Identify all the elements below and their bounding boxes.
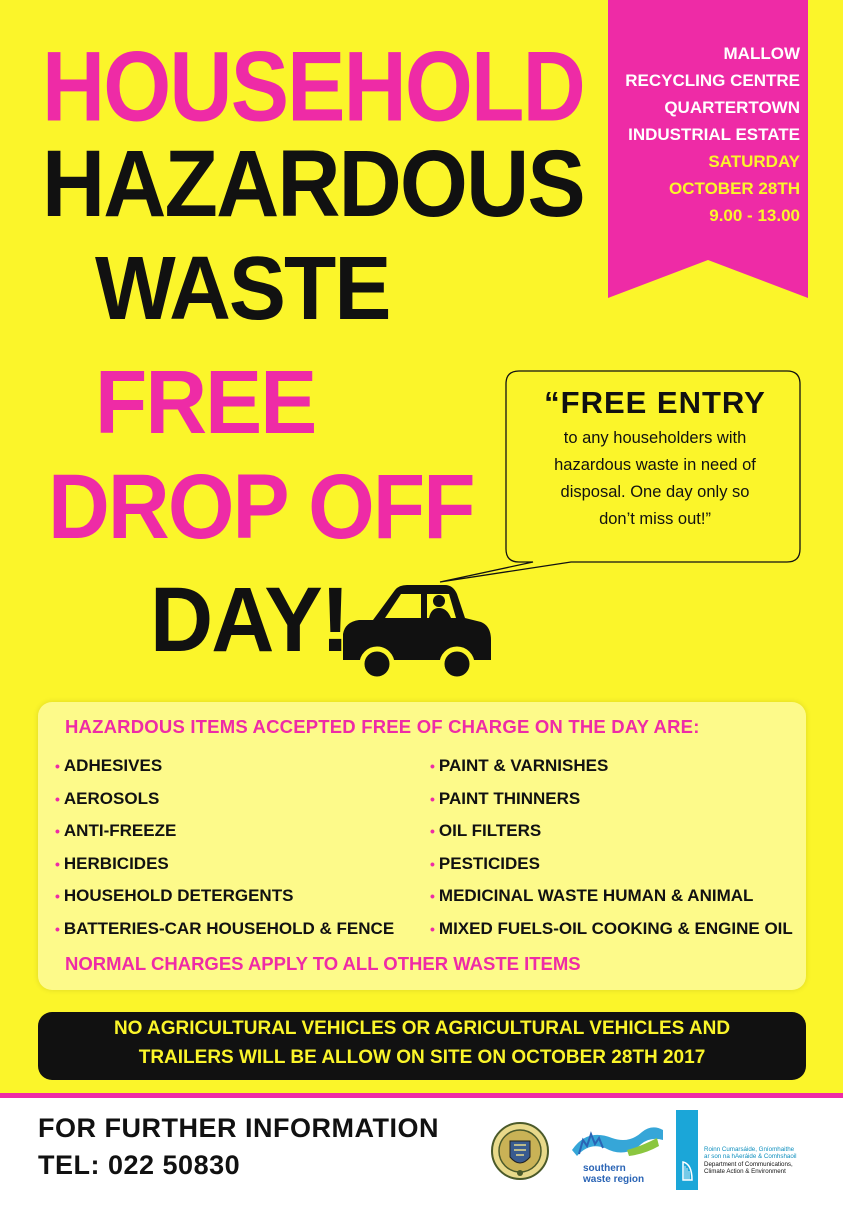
notice-line-2: TRAILERS WILL BE ALLOW ON SITE ON OCTOBER 28TH 2017 [138, 1047, 706, 1068]
item-label: PAINT THINNERS [438, 788, 581, 808]
bullet-icon: • [430, 758, 435, 774]
list-item [55, 848, 394, 881]
bullet-icon: • [430, 790, 435, 807]
bullet-icon: • [55, 758, 60, 774]
list-item [430, 913, 793, 946]
bubble-text [515, 385, 795, 533]
bubble-line-1: to any householders with [563, 429, 747, 447]
free-entry-heading: “FREE ENTRY [544, 385, 766, 420]
items-list-left [55, 750, 394, 945]
title-day: DAY! [150, 569, 349, 671]
item-label: HOUSEHOLD DETERGENTS [63, 886, 294, 905]
item-label: HERBICIDES [63, 853, 169, 873]
bullet-icon: • [430, 920, 435, 937]
item-label: AEROSOLS [63, 788, 160, 808]
title-waste: WASTE [95, 239, 390, 339]
bubble-line-2: hazardous waste in need of [554, 456, 756, 474]
list-item [55, 783, 394, 816]
notice-line-1: NO AGRICULTURAL VEHICLES OR AGRICULTURAL VEHICLES AND [113, 1018, 731, 1039]
event-details [612, 40, 800, 229]
title-free: FREE [95, 353, 316, 453]
venue-line-3: QUARTERTOWN [664, 98, 800, 117]
harp-icon [680, 1160, 694, 1182]
swr-line-2: waste region [583, 1174, 645, 1185]
venue-line-1: MALLOW [723, 44, 800, 63]
items-list-right [430, 750, 793, 945]
bullet-icon: • [55, 823, 60, 839]
county-crest-logo [490, 1117, 550, 1187]
dept-en-2: Climate Action & Environment [704, 1168, 786, 1176]
item-label: MEDICINAL WASTE HUMAN & ANIMAL [438, 886, 754, 905]
list-item [430, 880, 793, 913]
bullet-icon: • [430, 823, 435, 839]
title-hazardous: HAZARDOUS [42, 131, 584, 237]
bullet-icon: • [430, 888, 435, 904]
bubble-line-3: disposal. One day only so [560, 483, 750, 501]
swr-line-1: southern [583, 1163, 626, 1174]
item-label: PESTICIDES [438, 853, 540, 873]
list-item [430, 848, 793, 881]
bullet-icon: • [430, 855, 435, 872]
normal-charges-note: NORMAL CHARGES APPLY TO ALL OTHER WASTE ITEMS [65, 953, 581, 974]
dept-irish-2: ar son na hAeráide & Comhshaoil [704, 1153, 797, 1161]
venue-line-2: RECYCLING CENTRE [625, 71, 800, 90]
item-label: OIL FILTERS [438, 821, 542, 840]
dept-en-1: Department of Communications, [704, 1160, 793, 1168]
event-date: OCTOBER 28TH [669, 179, 800, 198]
list-item [430, 783, 793, 816]
list-item [55, 880, 394, 913]
bullet-icon: • [55, 888, 60, 904]
title-drop-off: DROP OFF [48, 456, 474, 558]
event-day: SATURDAY [708, 152, 800, 171]
notice-text [38, 1014, 806, 1072]
list-item [430, 750, 793, 783]
title-household: HOUSEHOLD [42, 31, 584, 143]
item-label: BATTERIES-CAR HOUSEHOLD & FENCE [63, 918, 395, 938]
car-icon [335, 582, 495, 687]
bullet-icon: • [55, 855, 60, 872]
further-info-label: FOR FURTHER INFORMATION [38, 1113, 439, 1143]
item-label: ADHESIVES [63, 756, 163, 775]
bubble-line-4: don’t miss out!” [599, 510, 711, 528]
item-label: ANTI-FREEZE [63, 821, 177, 840]
list-item [430, 815, 793, 848]
telephone-number: TEL: 022 50830 [38, 1150, 241, 1180]
item-label: PAINT & VARNISHES [438, 756, 609, 775]
item-label: MIXED FUELS-OIL COOKING & ENGINE OIL [438, 918, 793, 938]
event-time: 9.00 - 13.00 [709, 206, 800, 225]
dept-irish-1: Roinn Cumarsáide, Gníomhaithe [704, 1146, 795, 1153]
venue-line-4: INDUSTRIAL ESTATE [628, 125, 800, 144]
bullet-icon: • [55, 790, 60, 807]
list-item [55, 750, 394, 783]
department-logo-text [704, 1146, 836, 1176]
bullet-icon: • [55, 920, 60, 937]
swr-label [583, 1163, 644, 1185]
list-item [55, 913, 394, 946]
list-item [55, 815, 394, 848]
items-heading: HAZARDOUS ITEMS ACCEPTED FREE OF CHARGE ON THE DAY ARE: [65, 716, 700, 737]
